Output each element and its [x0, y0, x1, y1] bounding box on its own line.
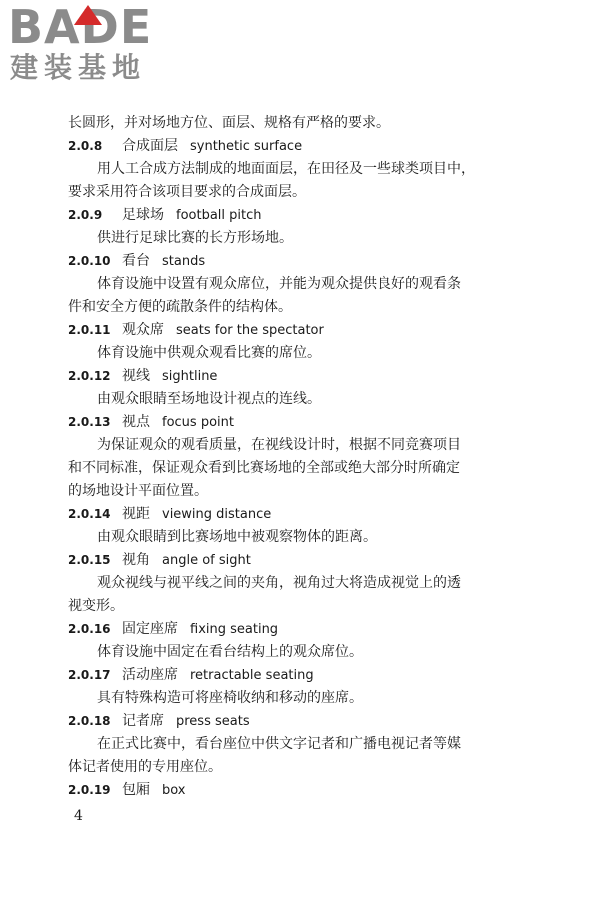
- term-english: box: [162, 783, 186, 798]
- term-chinese: 视角: [122, 552, 150, 568]
- definition-line: 体育设施中固定在看台结构上的观众席位。: [97, 644, 363, 660]
- term-number: 2.0.15: [68, 553, 111, 567]
- term-heading: [68, 779, 540, 802]
- term-english: viewing distance: [162, 507, 272, 522]
- term-english: press seats: [176, 714, 250, 729]
- term-english: fixing seating: [190, 622, 279, 637]
- term-heading: [68, 204, 540, 227]
- continuation-text: 长圆形，并对场地方位、面层、规格有严格的要求。: [68, 115, 390, 131]
- definition-line: 由观众眼睛到比赛场地中被观察物体的距离。: [97, 529, 377, 545]
- definition-line: 为保证观众的观看质量，在视线设计时，根据不同竞赛项目: [97, 437, 461, 453]
- term-english: angle of sight: [162, 553, 251, 568]
- term-chinese: 足球场: [122, 207, 164, 223]
- term-english: focus point: [162, 415, 234, 430]
- definition-line: 的场地设计平面位置。: [68, 483, 208, 499]
- definition-line: 件和安全方便的疏散条件的结构体。: [68, 299, 292, 315]
- term-chinese: 合成面层: [122, 138, 178, 154]
- definition-line: 要求采用符合该项目要求的合成面层。: [68, 184, 306, 200]
- definition-line: 和不同标准，保证观众看到比赛场地的全部或绝大部分时所确定: [68, 460, 460, 476]
- definition-line: 由观众眼睛至场地设计视点的连线。: [97, 391, 321, 407]
- term-heading: [68, 664, 540, 687]
- term-english: seats for the spectator: [176, 323, 324, 338]
- term-english: sightline: [162, 369, 218, 384]
- term-heading: [68, 411, 540, 434]
- term-chinese: 包厢: [122, 782, 150, 798]
- term-number: 2.0.9: [68, 208, 103, 222]
- term-heading: [68, 710, 540, 733]
- term-heading: [68, 319, 540, 342]
- term-chinese: 观众席: [122, 322, 164, 338]
- page-number: 4: [74, 808, 83, 824]
- term-number: 2.0.13: [68, 415, 111, 429]
- definition-line: 供进行足球比赛的长方形场地。: [97, 230, 293, 246]
- term-english: stands: [162, 254, 206, 269]
- term-heading: [68, 250, 540, 273]
- term-number: 2.0.19: [68, 783, 111, 797]
- definition-line: 体记者使用的专用座位。: [68, 759, 222, 775]
- term-chinese: 视点: [122, 414, 150, 430]
- term-heading: [68, 503, 540, 526]
- document-body: [68, 112, 540, 802]
- term-number: 2.0.10: [68, 254, 111, 268]
- term-heading: [68, 135, 540, 158]
- logo-accent-triangle: [74, 5, 102, 25]
- definition-line: 观众视线与视平线之间的夹角，视角过大将造成视觉上的透: [97, 575, 461, 591]
- term-entries: [68, 135, 540, 802]
- logo-subtitle: 建装基地: [10, 51, 147, 84]
- definition-line: 在正式比赛中，看台座位中供文字记者和广播电视记者等媒: [97, 736, 461, 752]
- term-chinese: 看台: [122, 253, 150, 269]
- term-number: 2.0.16: [68, 622, 111, 636]
- definition-line: 体育设施中供观众观看比赛的席位。: [97, 345, 321, 361]
- term-english: football pitch: [176, 208, 262, 223]
- bade-logo: [8, 2, 180, 88]
- term-number: 2.0.12: [68, 369, 111, 383]
- term-number: 2.0.11: [68, 323, 111, 337]
- definition-line: 用人工合成方法制成的地面面层，在田径及一些球类项目中，: [97, 161, 475, 177]
- term-chinese: 记者席: [122, 713, 164, 729]
- term-chinese: 视线: [122, 368, 150, 384]
- term-number: 2.0.17: [68, 668, 111, 682]
- logo-wordmark: BADE: [8, 0, 153, 54]
- term-chinese: 视距: [122, 506, 150, 522]
- term-number: 2.0.8: [68, 139, 103, 153]
- term-number: 2.0.18: [68, 714, 111, 728]
- definition-line: 体育设施中设置有观众席位，并能为观众提供良好的观看条: [97, 276, 461, 292]
- term-heading: [68, 618, 540, 641]
- term-number: 2.0.14: [68, 507, 111, 521]
- term-english: retractable seating: [190, 668, 314, 683]
- term-english: synthetic surface: [190, 139, 303, 154]
- term-heading: [68, 549, 540, 572]
- term-heading: [68, 365, 540, 388]
- definition-line: 视变形。: [68, 598, 124, 614]
- term-chinese: 活动座席: [122, 667, 178, 683]
- term-chinese: 固定座席: [122, 621, 178, 637]
- definition-line: 具有特殊构造可将座椅收纳和移动的座席。: [97, 690, 363, 706]
